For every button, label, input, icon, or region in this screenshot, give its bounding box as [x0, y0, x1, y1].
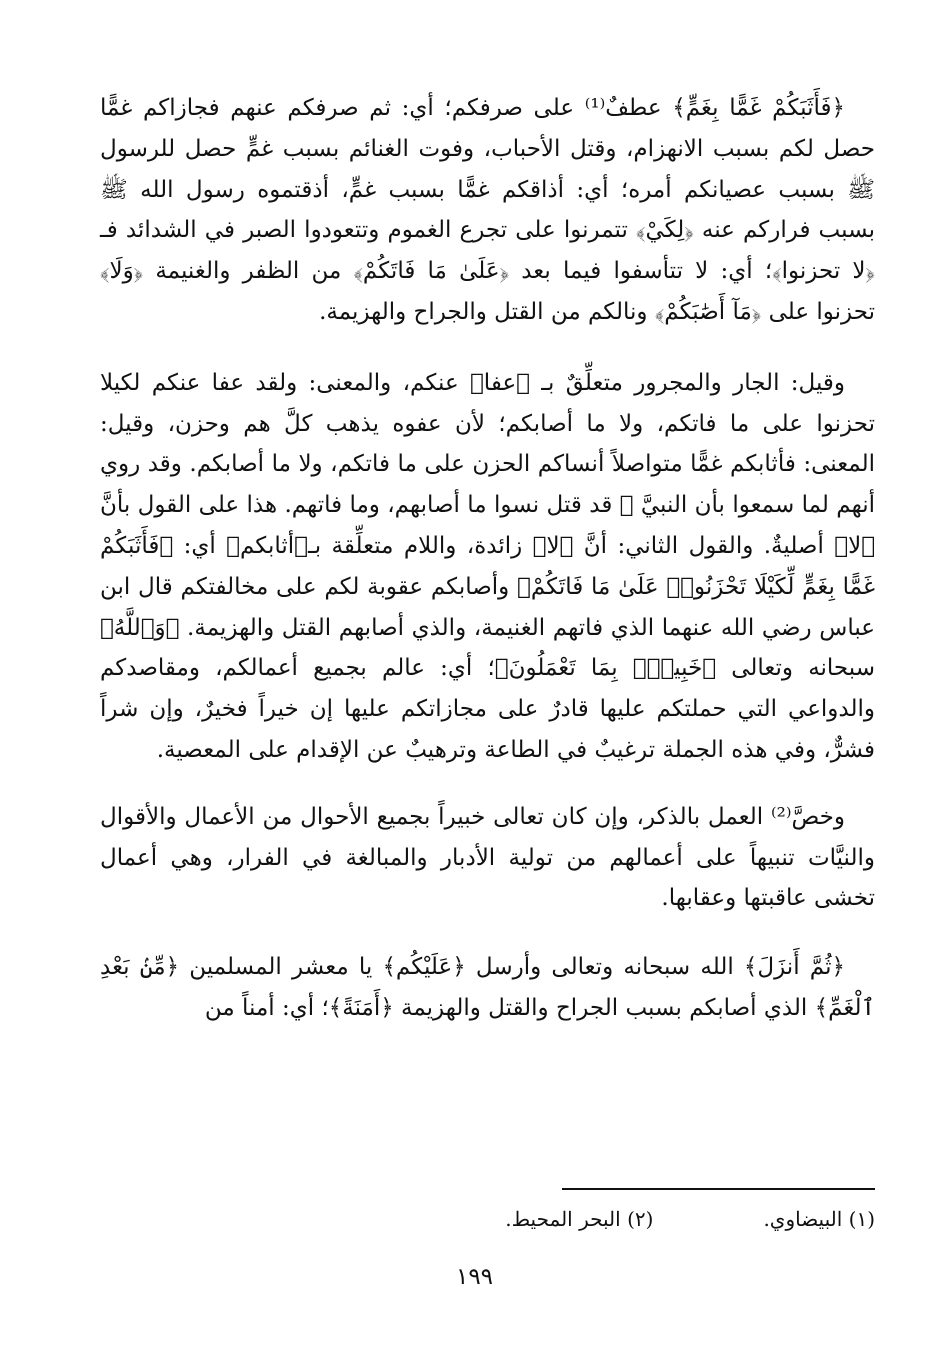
- paragraph-1: ﴿فَأَثَبَكُمْ غَمًّا بِغَمٍّ﴾ عطفٌ⁽¹⁾ على صرفكم؛ أي: ثم صرفكم عنهم فجازاكم غمًّا حصل لكم بسبب الانهزام، وقتل الأحباب، وفوت الغنائم بسبب غمٍّ حصل للرسول ﷺ بسبب عصيانكم أمره؛ أي: أذاقكم غمًّا بسبب غمٍّ، أذقتموه رسول الله ﷺ بسبب فراركم عنه ﴿لِكَيْ﴾ تتمرنوا على تجرع الغموم وتتعودوا الصبر في الشدائد فـ ﴿لا تحزنوا﴾؛ أي: لا تتأسفوا فيما بعد ﴿عَلَىٰ مَا فَاتَكُمْ﴾ من الظفر والغنيمة ﴿وَلَا﴾ تحزنوا على ﴿مَآ أَصَٰبَكُمْ﴾ ونالكم من القتل والجراح والهزيمة.: [100, 95, 875, 325]
- page-body: [100, 88, 875, 1055]
- footnote-separator: [562, 1188, 875, 1190]
- paragraph-2: وقيل: الجار والمجرور متعلِّقٌ بـ ﴿عفا﴾ عنكم، والمعنى: ولقد عفا عنكم لكيلا تحزنوا على ما فاتكم، ولا ما أصابكم؛ لأن عفوه يذهب كلَّ هم وحزن، وقيل: المعنى: فأثابكم غمًّا متواصلاً أنساكم الحزن على ما فاتكم، ولا ما أصابكم. وقد روي أنهم لما سمعوا بأن النبيَّ ﷺ قد قتل نسوا ما أصابهم، وما فاتهم. هذا على القول بأنَّ ﴿لا﴾ أصليةٌ. والقول الثاني: أنَّ ﴿لا﴾ زائدة، واللام متعلِّقة بـ﴿أثابكم﴾ أي: ﴿فَأَثَبَكُمْ غَمًّا بِغَمٍّ لِّكَيْلَا تَحْزَنُوا۟ عَلَىٰ مَا فَاتَكُمْ﴾ وأصابكم عقوبة لكم على مخالفتكم قال ابن عباس رضي الله عنهما الذي فاتهم الغنيمة، والذي أصابهم القتل والهزيمة. ﴿وَٱللَّهُ﴾ سبحانه وتعالى ﴿خَبِيرٌۢ بِمَا تَعْمَلُونَ﴾؛ أي: عالم بجميع أعمالكم، ومقاصدكم والدواعي التي حملتكم عليها قادرٌ على مجازاتكم عليها إن خيراً فخيرٌ، وإن شراً فشرٌّ، وفي هذه الجملة ترغيبٌ في الطاعة وترهيبٌ عن الإقدام على المعصية.: [100, 369, 876, 763]
- footnote-1: [763, 1204, 875, 1234]
- footnote-2: [505, 1204, 653, 1234]
- footnote-2-text: (٢) البحر المحيط.: [505, 1207, 654, 1231]
- page-number: ١٩٩: [455, 1264, 494, 1290]
- paragraph-4: ﴿ثُمَّ أَنزَلَ﴾ الله سبحانه وتعالى وأرسل ﴿عَلَيْكُم﴾ يا معشر المسلمين ﴿مِّنۢ بَعْدِ ٱلْغَمِّ﴾ الذي أصابكم بسبب الجراح والقتل والهزيمة ﴿أَمَنَةً﴾؛ أي: أمناً من: [100, 954, 875, 1021]
- footnotes: [300, 1204, 875, 1234]
- paragraph-3: وخصَّ⁽²⁾ العمل بالذكر، وإن كان تعالى خبيراً بجميع الأحوال من الأعمال والأقوال والنيَّات تنبيهاً على أعمالهم من تولية الأدبار والمبالغة في الفرار، وهي أعمال تخشى عاقبتها وعقابها.: [100, 803, 875, 912]
- footnote-1-text: (١) البيضاوي.: [763, 1207, 875, 1231]
